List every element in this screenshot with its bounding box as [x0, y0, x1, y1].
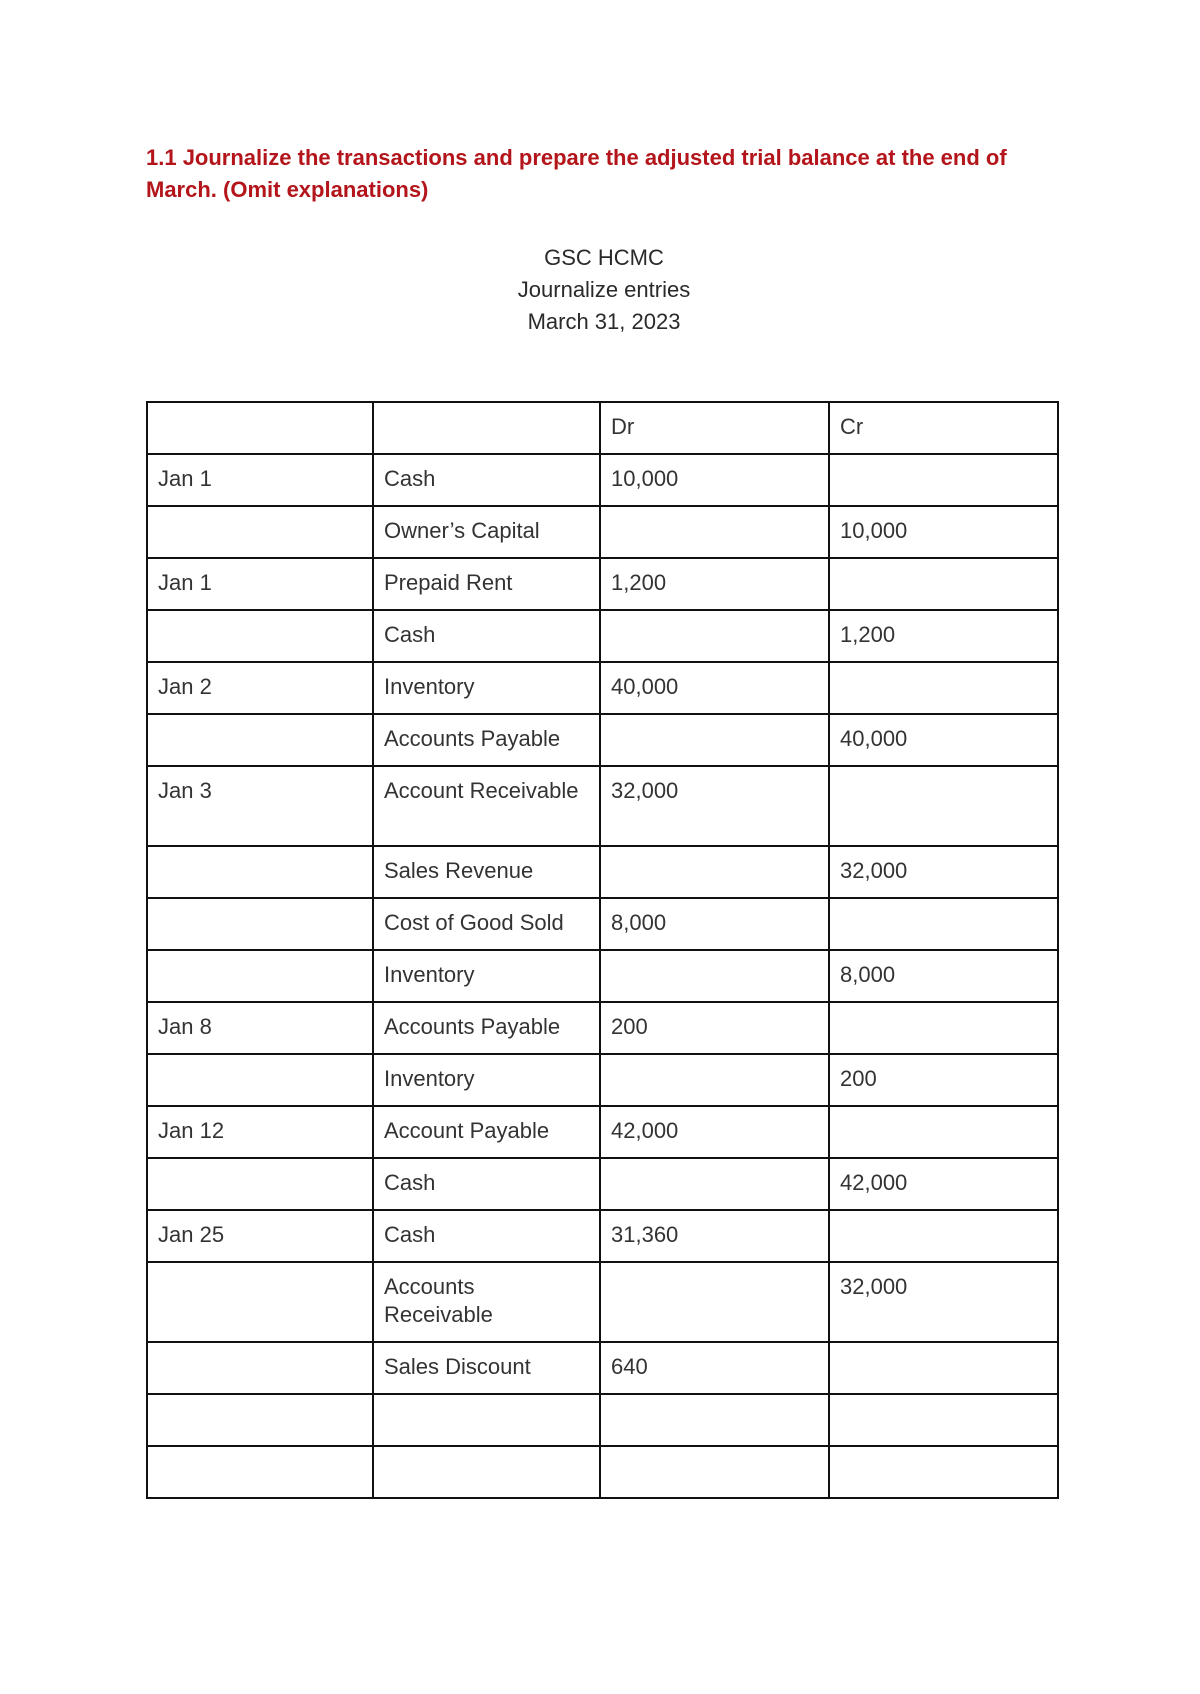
credit-cell: 32,000	[829, 1262, 1058, 1342]
debit-cell	[600, 1446, 829, 1498]
date-cell	[147, 950, 373, 1002]
table-row	[147, 950, 1058, 1002]
debit-cell	[600, 610, 829, 662]
credit-cell	[829, 1106, 1058, 1158]
account-cell: Inventory	[373, 662, 600, 714]
credit-cell: 10,000	[829, 506, 1058, 558]
header-cell-cr: Cr	[829, 402, 1058, 454]
credit-cell	[829, 662, 1058, 714]
debit-cell	[600, 1054, 829, 1106]
debit-cell	[600, 506, 829, 558]
account-cell: Cash	[373, 1158, 600, 1210]
account-cell: Accounts Payable	[373, 714, 600, 766]
credit-cell	[829, 1446, 1058, 1498]
header-cell-date	[147, 402, 373, 454]
table-row	[147, 846, 1058, 898]
date-cell: Jan 3	[147, 766, 373, 846]
account-cell: Sales Revenue	[373, 846, 600, 898]
journal-header	[0, 242, 1200, 338]
date-cell: Jan 8	[147, 1002, 373, 1054]
date-cell	[147, 714, 373, 766]
account-cell: Accounts Payable	[373, 1002, 600, 1054]
table-row	[147, 506, 1058, 558]
debit-cell: 640	[600, 1342, 829, 1394]
journal-table	[146, 401, 1059, 1499]
account-cell: Inventory	[373, 950, 600, 1002]
table-header-row	[147, 402, 1058, 454]
debit-cell: 8,000	[600, 898, 829, 950]
credit-cell	[829, 1394, 1058, 1446]
credit-cell: 8,000	[829, 950, 1058, 1002]
credit-cell	[829, 1002, 1058, 1054]
instruction-heading: 1.1 Journalize the transactions and prepare the adjusted trial balance at the end of March. (Omit explanations)	[146, 145, 1007, 202]
debit-cell: 10,000	[600, 454, 829, 506]
debit-cell: 31,360	[600, 1210, 829, 1262]
table-row	[147, 1106, 1058, 1158]
header-cell-account	[373, 402, 600, 454]
debit-cell	[600, 714, 829, 766]
credit-cell	[829, 898, 1058, 950]
date-cell	[147, 1054, 373, 1106]
account-cell: Cash	[373, 610, 600, 662]
date-cell	[147, 1342, 373, 1394]
table-row	[147, 1446, 1058, 1498]
credit-cell: 1,200	[829, 610, 1058, 662]
table-row	[147, 454, 1058, 506]
debit-cell: 32,000	[600, 766, 829, 846]
debit-cell	[600, 1158, 829, 1210]
debit-cell	[600, 846, 829, 898]
date-cell	[147, 1446, 373, 1498]
account-cell: Cash	[373, 1210, 600, 1262]
debit-cell	[600, 950, 829, 1002]
credit-cell	[829, 558, 1058, 610]
journal-date: March 31, 2023	[527, 309, 681, 334]
date-cell	[147, 610, 373, 662]
debit-cell: 200	[600, 1002, 829, 1054]
date-cell: Jan 12	[147, 1106, 373, 1158]
account-cell: Accounts Receivable	[373, 1262, 600, 1342]
table-row	[147, 898, 1058, 950]
account-cell: Account Payable	[373, 1106, 600, 1158]
date-cell	[147, 1394, 373, 1446]
table-row	[147, 1394, 1058, 1446]
debit-cell	[600, 1262, 829, 1342]
table-row	[147, 662, 1058, 714]
account-cell: Owner’s Capital	[373, 506, 600, 558]
account-cell: Inventory	[373, 1054, 600, 1106]
credit-cell: 32,000	[829, 846, 1058, 898]
credit-cell	[829, 1210, 1058, 1262]
date-cell	[147, 1158, 373, 1210]
credit-cell: 42,000	[829, 1158, 1058, 1210]
credit-cell	[829, 454, 1058, 506]
table-row	[147, 1210, 1058, 1262]
table-row	[147, 1054, 1058, 1106]
credit-cell: 40,000	[829, 714, 1058, 766]
table-row	[147, 558, 1058, 610]
account-cell: Prepaid Rent	[373, 558, 600, 610]
debit-cell: 42,000	[600, 1106, 829, 1158]
credit-cell: 200	[829, 1054, 1058, 1106]
table-row	[147, 714, 1058, 766]
table-row	[147, 1002, 1058, 1054]
account-cell: Account Receivable	[373, 766, 600, 846]
table-row	[147, 1158, 1058, 1210]
account-cell: Cash	[373, 454, 600, 506]
account-cell	[373, 1446, 600, 1498]
account-cell	[373, 1394, 600, 1446]
date-cell	[147, 898, 373, 950]
table-row	[147, 766, 1058, 846]
date-cell	[147, 506, 373, 558]
credit-cell	[829, 766, 1058, 846]
date-cell	[147, 846, 373, 898]
date-cell: Jan 25	[147, 1210, 373, 1262]
date-cell	[147, 1262, 373, 1342]
journal-title: Journalize entries	[517, 277, 691, 302]
date-cell: Jan 1	[147, 454, 373, 506]
date-cell: Jan 2	[147, 662, 373, 714]
header-cell-dr: Dr	[600, 402, 829, 454]
debit-cell	[600, 1394, 829, 1446]
date-cell: Jan 1	[147, 558, 373, 610]
account-cell: Cost of Good Sold	[373, 898, 600, 950]
company-name: GSC HCMC	[544, 245, 664, 270]
account-cell: Sales Discount	[373, 1342, 600, 1394]
table-row	[147, 1262, 1058, 1342]
table-row	[147, 610, 1058, 662]
credit-cell	[829, 1342, 1058, 1394]
table-row	[147, 1342, 1058, 1394]
debit-cell: 1,200	[600, 558, 829, 610]
debit-cell: 40,000	[600, 662, 829, 714]
